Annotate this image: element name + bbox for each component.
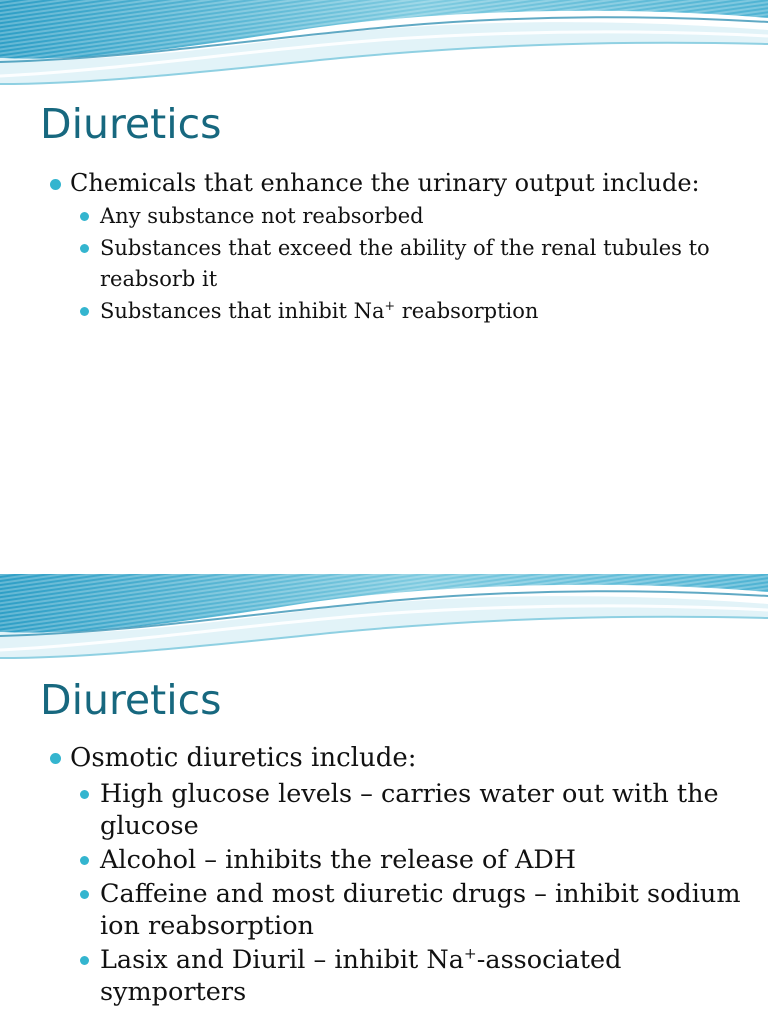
slide-2-title: Diuretics	[40, 676, 222, 724]
bullet-dot-icon	[80, 790, 89, 799]
wave-header-decoration	[0, 574, 768, 669]
sub-bullet-item	[44, 201, 748, 232]
slide-1-bullet-list	[44, 166, 748, 327]
bullet-dot-icon	[80, 212, 89, 221]
bullet-text: Substances that exceed the ability of the renal tubules to reabsorb it	[100, 236, 710, 291]
sub-bullet-item	[44, 844, 748, 876]
bullet-dot-icon	[80, 890, 89, 899]
sub-bullet-item	[44, 296, 748, 327]
bullet-dot-icon	[50, 753, 61, 764]
bullet-text: Lasix and Diuril – inhibit Na	[100, 945, 464, 975]
bullet-dot-icon	[80, 956, 89, 965]
superscript-plus: +	[384, 298, 396, 313]
bullet-dot-icon	[50, 179, 61, 190]
bullet-text: Substances that inhibit Na	[100, 299, 385, 323]
bullet-text-continued: reabsorption	[395, 299, 539, 323]
superscript-plus: +	[463, 944, 477, 963]
bullet-text: Chemicals that enhance the urinary output include:	[70, 169, 700, 197]
bullet-text: Alcohol – inhibits the release of ADH	[100, 845, 577, 875]
bullet-text: Osmotic diuretics include:	[70, 743, 417, 773]
sub-bullet-item	[44, 233, 748, 295]
slide-2-bullet-list	[44, 740, 748, 1008]
slide-1-title: Diuretics	[40, 100, 222, 148]
bullet-dot-icon	[80, 856, 89, 865]
bullet-item	[44, 740, 748, 776]
bullet-text: Caffeine and most diuretic drugs – inhibit sodium ion reabsorption	[100, 879, 741, 941]
sub-bullet-item	[44, 944, 748, 1008]
bullet-text-continued: -associated symporters	[100, 945, 622, 1007]
bullet-dot-icon	[80, 307, 89, 316]
sub-bullet-item	[44, 878, 748, 942]
bullet-text: High glucose levels – carries water out with the glucose	[100, 779, 719, 841]
slide-2	[0, 574, 768, 1024]
bullet-item	[44, 166, 748, 200]
slide-separator	[0, 560, 768, 574]
wave-header-decoration	[0, 0, 768, 95]
bullet-dot-icon	[80, 244, 89, 253]
sub-bullet-item	[44, 778, 748, 842]
bullet-text: Any substance not reabsorbed	[100, 204, 424, 228]
